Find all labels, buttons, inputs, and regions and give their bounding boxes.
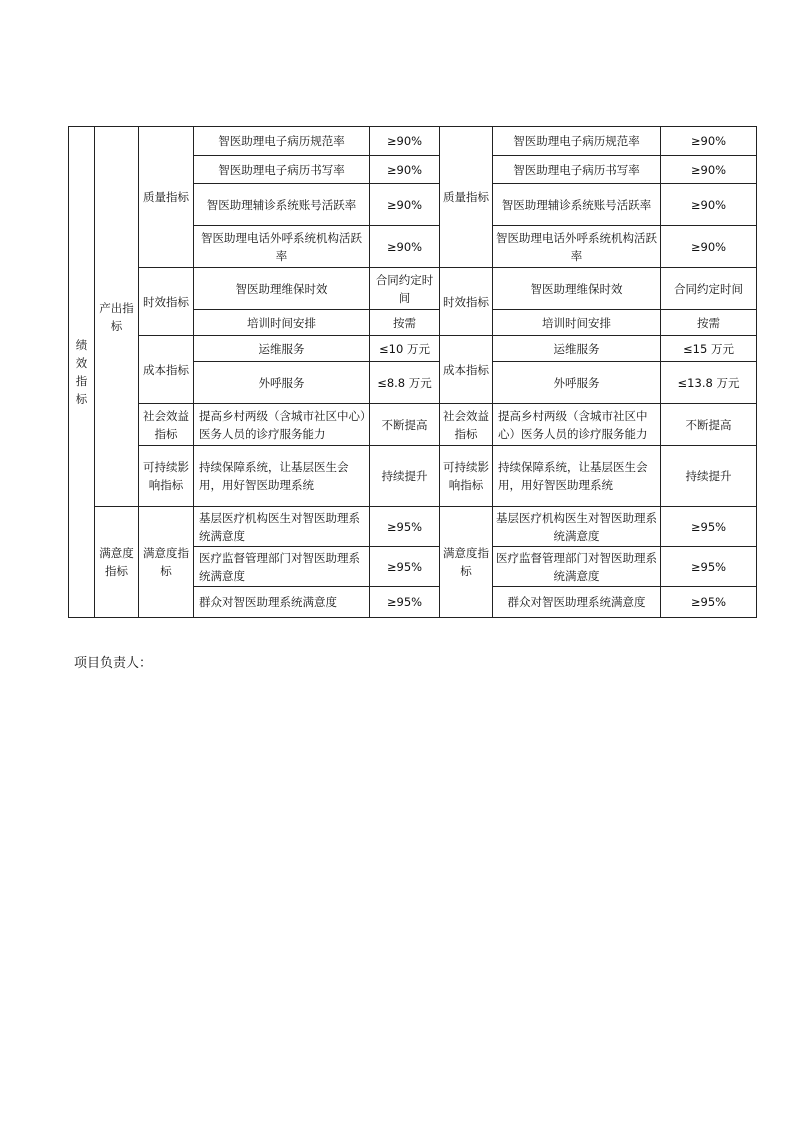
indicator-cell-b: 智医助理辅诊系统账号活跃率 <box>493 184 661 226</box>
indicator-cell-b: 运维服务 <box>493 336 661 362</box>
level3-sustainability-b: 可持续影响指标 <box>440 446 493 507</box>
level3-social: 社会效益指标 <box>139 404 194 446</box>
target-cell-b: ≥90% <box>661 226 757 268</box>
level3-timeliness: 时效指标 <box>139 268 194 336</box>
indicator-cell-b: 智医助理电话外呼系统机构活跃率 <box>493 226 661 268</box>
target-cell: 不断提高 <box>370 404 440 446</box>
target-cell: 按需 <box>370 310 440 336</box>
target-cell: 合同约定时间 <box>370 268 440 310</box>
level2-satisfaction: 满意度指标 <box>95 507 139 618</box>
indicator-cell-b: 医疗监督管理部门对智医助理系统满意度 <box>493 547 661 587</box>
target-cell-b: 持续提升 <box>661 446 757 507</box>
indicator-cell: 持续保障系统，让基层医生会用，用好智医助理系统 <box>194 446 370 507</box>
indicator-cell-b: 提高乡村两级（含城市社区中心）医务人员的诊疗服务能力 <box>493 404 661 446</box>
indicator-cell-b: 智医助理维保时效 <box>493 268 661 310</box>
level3-satisfaction-b: 满意度指标 <box>440 507 493 618</box>
indicator-cell: 智医助理电子病历规范率 <box>194 127 370 156</box>
indicator-cell: 群众对智医助理系统满意度 <box>194 587 370 618</box>
target-cell: ≥90% <box>370 184 440 226</box>
level3-quality-b: 质量指标 <box>440 127 493 268</box>
target-cell-b: ≥95% <box>661 547 757 587</box>
target-cell: ≥90% <box>370 156 440 184</box>
level3-social-b: 社会效益指标 <box>440 404 493 446</box>
target-cell: ≥90% <box>370 127 440 156</box>
level1-performance: 绩效指标 <box>69 127 95 618</box>
indicator-cell: 智医助理维保时效 <box>194 268 370 310</box>
target-cell: 持续提升 <box>370 446 440 507</box>
target-cell: ≤8.8 万元 <box>370 362 440 404</box>
level3-cost: 成本指标 <box>139 336 194 404</box>
target-cell: ≥90% <box>370 226 440 268</box>
level3-timeliness-b: 时效指标 <box>440 268 493 336</box>
indicator-cell-b: 外呼服务 <box>493 362 661 404</box>
target-cell-b: ≥90% <box>661 184 757 226</box>
target-cell-b: ≤15 万元 <box>661 336 757 362</box>
project-lead-label: 项目负责人： <box>74 656 153 671</box>
level3-sustainability: 可持续影响指标 <box>139 446 194 507</box>
indicator-cell: 提高乡村两级（含城市社区中心）医务人员的诊疗服务能力 <box>194 404 370 446</box>
indicator-cell: 智医助理电话外呼系统机构活跃率 <box>194 226 370 268</box>
target-cell-b: ≥95% <box>661 507 757 547</box>
target-cell: ≥95% <box>370 547 440 587</box>
target-cell: ≤10 万元 <box>370 336 440 362</box>
level3-cost-b: 成本指标 <box>440 336 493 404</box>
target-cell: ≥95% <box>370 587 440 618</box>
indicator-cell: 智医助理辅诊系统账号活跃率 <box>194 184 370 226</box>
indicator-cell: 基层医疗机构医生对智医助理系统满意度 <box>194 507 370 547</box>
indicator-cell: 外呼服务 <box>194 362 370 404</box>
level3-quality: 质量指标 <box>139 127 194 268</box>
target-cell-b: 不断提高 <box>661 404 757 446</box>
level2-output: 产出指标 <box>95 127 139 507</box>
indicator-cell-b: 持续保障系统，让基层医生会用，用好智医助理系统 <box>493 446 661 507</box>
performance-indicator-table <box>68 126 757 618</box>
target-cell-b: 合同约定时间 <box>661 268 757 310</box>
target-cell-b: ≥90% <box>661 156 757 184</box>
target-cell-b: ≥95% <box>661 587 757 618</box>
indicator-cell-b: 基层医疗机构医生对智医助理系统满意度 <box>493 507 661 547</box>
indicator-cell: 运维服务 <box>194 336 370 362</box>
indicator-cell-b: 培训时间安排 <box>493 310 661 336</box>
indicator-cell-b: 智医助理电子病历规范率 <box>493 127 661 156</box>
target-cell: ≥95% <box>370 507 440 547</box>
level3-satisfaction: 满意度指标 <box>139 507 194 618</box>
indicator-cell: 医疗监督管理部门对智医助理系统满意度 <box>194 547 370 587</box>
indicator-cell: 智医助理电子病历书写率 <box>194 156 370 184</box>
target-cell-b: ≥90% <box>661 127 757 156</box>
indicator-cell-b: 群众对智医助理系统满意度 <box>493 587 661 618</box>
indicator-cell-b: 智医助理电子病历书写率 <box>493 156 661 184</box>
indicator-cell: 培训时间安排 <box>194 310 370 336</box>
target-cell-b: 按需 <box>661 310 757 336</box>
target-cell-b: ≤13.8 万元 <box>661 362 757 404</box>
